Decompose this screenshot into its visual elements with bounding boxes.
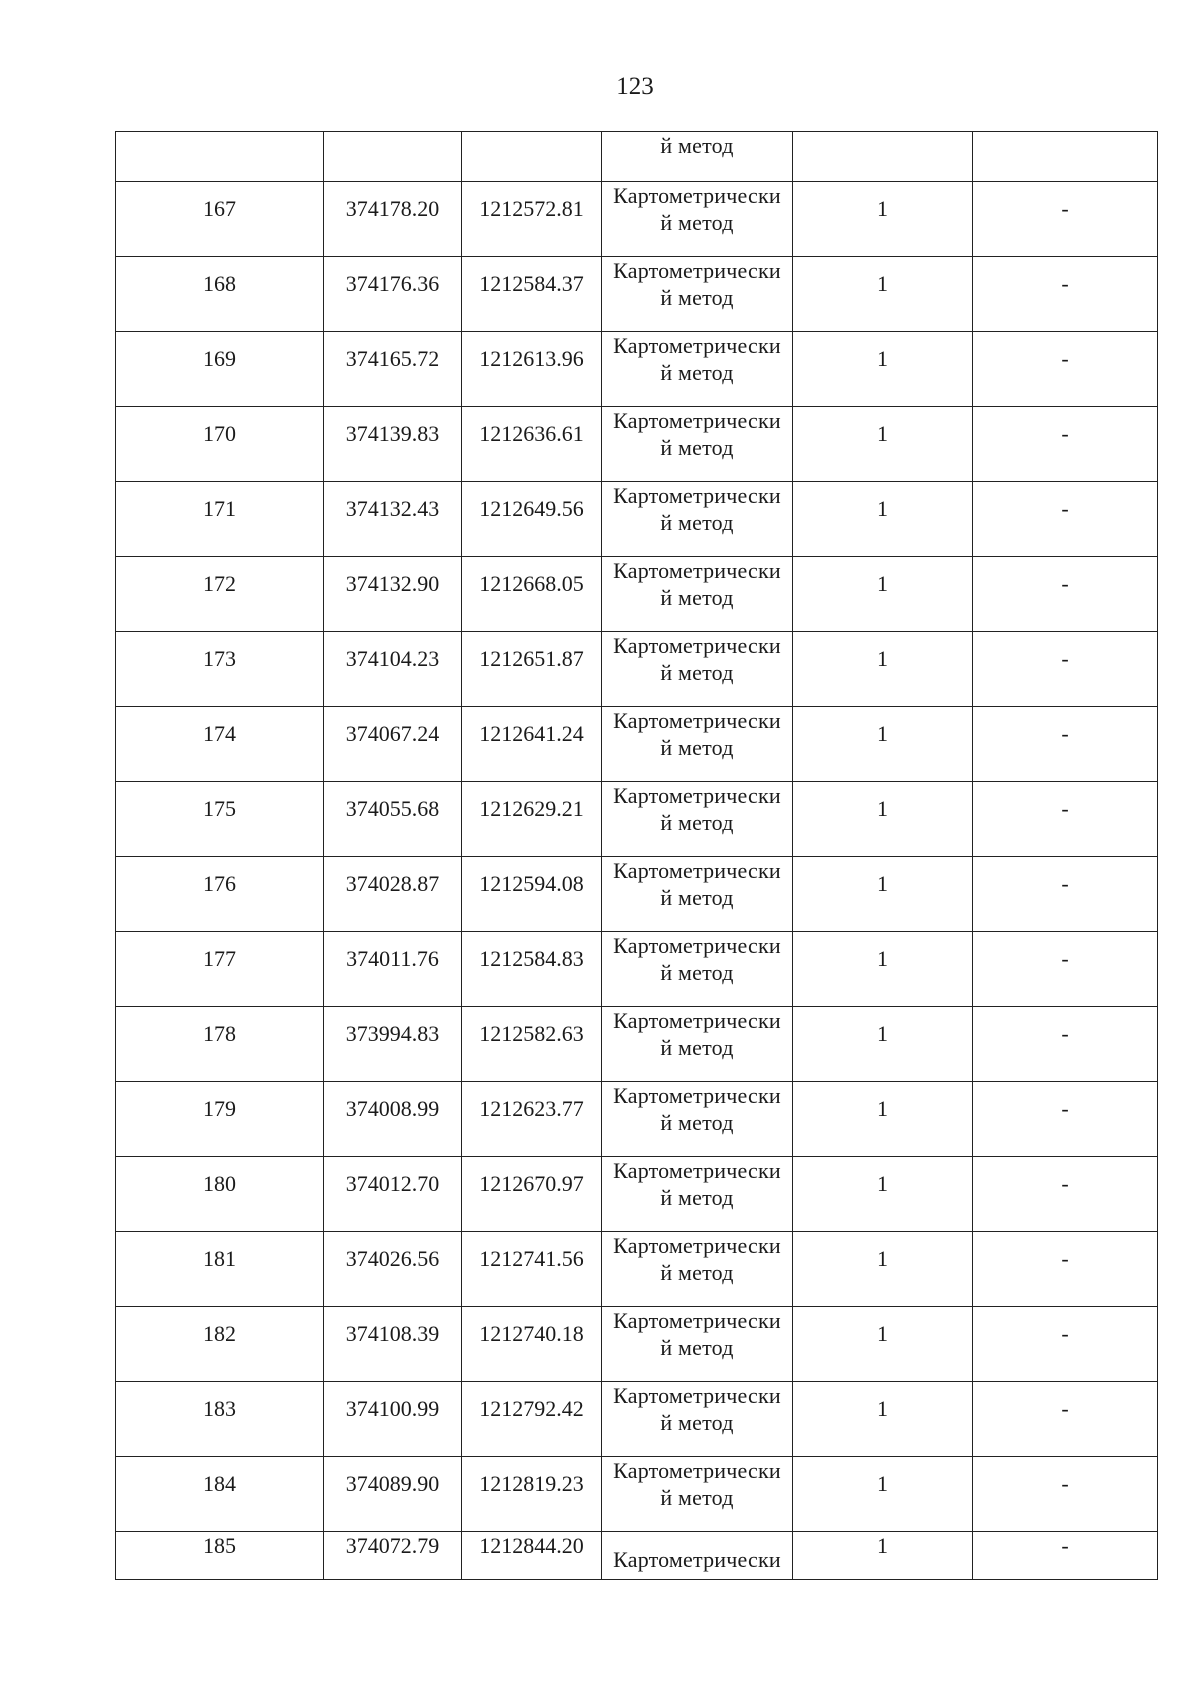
method-line-1: Картометрически [613, 183, 781, 208]
cell-x: 374072.79 [324, 1532, 462, 1580]
method-line-1: Картометрически [613, 1308, 781, 1333]
cell-point-number: 168 [116, 257, 324, 332]
cell-accuracy: 1 [793, 1382, 973, 1457]
cell-accuracy [793, 132, 973, 182]
cell-method [602, 257, 793, 332]
method-line-2: й метод [660, 1035, 734, 1060]
cell-accuracy: 1 [793, 782, 973, 857]
cell-point-number: 167 [116, 182, 324, 257]
cell-x: 374008.99 [324, 1082, 462, 1157]
cell-accuracy: 1 [793, 1157, 973, 1232]
cell-note: - [973, 557, 1158, 632]
cell-x: 374055.68 [324, 782, 462, 857]
cell-point-number: 182 [116, 1307, 324, 1382]
cell-accuracy: 1 [793, 707, 973, 782]
table-row [116, 1457, 1158, 1532]
table-row [116, 707, 1158, 782]
cell-x: 374028.87 [324, 857, 462, 932]
cell-note: - [973, 257, 1158, 332]
table-row [116, 1157, 1158, 1232]
cell-y: 1212670.97 [462, 1157, 602, 1232]
method-line-1: Картометрически [613, 1233, 781, 1258]
cell-note: - [973, 1232, 1158, 1307]
table-row-last [116, 1532, 1158, 1580]
cell-method [602, 932, 793, 1007]
cell-x: 374089.90 [324, 1457, 462, 1532]
method-line-1: Картометрически [613, 1383, 781, 1408]
cell-method: й метод [602, 132, 793, 182]
cell-method [602, 332, 793, 407]
cell-accuracy: 1 [793, 1532, 973, 1580]
method-line-2: й метод [660, 1260, 734, 1285]
cell-note: - [973, 632, 1158, 707]
method-line-1: Картометрически [613, 708, 781, 733]
cell-note [973, 132, 1158, 182]
cell-point-number: 183 [116, 1382, 324, 1457]
cell-point-number: 185 [116, 1532, 324, 1580]
method-line-1: Картометрически [613, 1008, 781, 1033]
cell-x: 374108.39 [324, 1307, 462, 1382]
cell-method [602, 857, 793, 932]
cell-method [602, 632, 793, 707]
cell-y: 1212623.77 [462, 1082, 602, 1157]
cell-accuracy: 1 [793, 182, 973, 257]
cell-method [602, 1007, 793, 1082]
cell-x: 374011.76 [324, 932, 462, 1007]
cell-accuracy: 1 [793, 482, 973, 557]
method-line-2: й метод [660, 1485, 734, 1510]
table-row [116, 332, 1158, 407]
cell-accuracy: 1 [793, 332, 973, 407]
method-line-2: й метод [660, 285, 734, 310]
cell-accuracy: 1 [793, 1007, 973, 1082]
cell-note: - [973, 707, 1158, 782]
method-line-2: й метод [660, 885, 734, 910]
cell-method [602, 1232, 793, 1307]
cell-y: 1212649.56 [462, 482, 602, 557]
method-line-1: Картометрически [613, 933, 781, 958]
cell-y: 1212668.05 [462, 557, 602, 632]
method-line-2: й метод [660, 735, 734, 760]
cell-x: 374176.36 [324, 257, 462, 332]
cell-accuracy: 1 [793, 1307, 973, 1382]
cell-x: 373994.83 [324, 1007, 462, 1082]
cell-method [602, 407, 793, 482]
cell-method [602, 1382, 793, 1457]
table-row [116, 857, 1158, 932]
cell-note: - [973, 1532, 1158, 1580]
cell-method [602, 1532, 793, 1580]
cell-y: 1212819.23 [462, 1457, 602, 1532]
method-line-2: й метод [660, 585, 734, 610]
table-row [116, 1382, 1158, 1457]
cell-y: 1212582.63 [462, 1007, 602, 1082]
cell-accuracy: 1 [793, 557, 973, 632]
method-line-2: й метод [660, 510, 734, 535]
cell-note: - [973, 332, 1158, 407]
cell-x: 374132.90 [324, 557, 462, 632]
cell-y: 1212636.61 [462, 407, 602, 482]
cell-y: 1212629.21 [462, 782, 602, 857]
method-line-2: й метод [660, 1110, 734, 1135]
cell-point-number [116, 132, 324, 182]
cell-note: - [973, 782, 1158, 857]
cell-point-number: 172 [116, 557, 324, 632]
method-line-1: Картометрически [613, 558, 781, 583]
cell-y: 1212741.56 [462, 1232, 602, 1307]
cell-point-number: 169 [116, 332, 324, 407]
table-body [116, 132, 1158, 1580]
cell-accuracy: 1 [793, 407, 973, 482]
method-line-1: Картометрически [613, 333, 781, 358]
cell-x: 374100.99 [324, 1382, 462, 1457]
cell-method [602, 557, 793, 632]
method-line-2: й метод [660, 1410, 734, 1435]
cell-accuracy: 1 [793, 1457, 973, 1532]
cell-point-number: 175 [116, 782, 324, 857]
method-line-1: Картометрически [613, 408, 781, 433]
cell-point-number: 181 [116, 1232, 324, 1307]
table-row [116, 407, 1158, 482]
cell-note: - [973, 932, 1158, 1007]
cell-note: - [973, 1382, 1158, 1457]
cell-point-number: 173 [116, 632, 324, 707]
cell-point-number: 178 [116, 1007, 324, 1082]
cell-accuracy: 1 [793, 857, 973, 932]
cell-method [602, 1157, 793, 1232]
cell-point-number: 179 [116, 1082, 324, 1157]
table-row [116, 257, 1158, 332]
cell-x: 374165.72 [324, 332, 462, 407]
cell-method [602, 707, 793, 782]
cell-point-number: 176 [116, 857, 324, 932]
method-line-2: й метод [660, 1335, 734, 1360]
cell-y: 1212613.96 [462, 332, 602, 407]
cell-accuracy: 1 [793, 1082, 973, 1157]
cell-method [602, 782, 793, 857]
method-line-1: Картометрически [613, 633, 781, 658]
method-line-1: Картометрически [613, 1547, 781, 1572]
cell-x: 374026.56 [324, 1232, 462, 1307]
cell-point-number: 180 [116, 1157, 324, 1232]
method-line-2: й метод [660, 1185, 734, 1210]
cell-method [602, 482, 793, 557]
page-number: 123 [616, 73, 654, 100]
cell-note: - [973, 1157, 1158, 1232]
table-row [116, 1232, 1158, 1307]
cell-y [462, 132, 602, 182]
cell-x: 374132.43 [324, 482, 462, 557]
method-line-1: Картометрически [613, 1458, 781, 1483]
cell-accuracy: 1 [793, 932, 973, 1007]
cell-x: 374178.20 [324, 182, 462, 257]
method-line-2: й метод [660, 360, 734, 385]
cell-y: 1212641.24 [462, 707, 602, 782]
cell-point-number: 177 [116, 932, 324, 1007]
cell-y: 1212584.37 [462, 257, 602, 332]
cell-y: 1212572.81 [462, 182, 602, 257]
method-line-1: Картометрически [613, 1158, 781, 1183]
cell-y: 1212740.18 [462, 1307, 602, 1382]
method-line-2: й метод [660, 660, 734, 685]
table-row [116, 1082, 1158, 1157]
method-line-1: Картометрически [613, 858, 781, 883]
table-row [116, 782, 1158, 857]
cell-x [324, 132, 462, 182]
cell-accuracy: 1 [793, 1232, 973, 1307]
table-row [116, 182, 1158, 257]
cell-method [602, 1082, 793, 1157]
cell-method [602, 182, 793, 257]
cell-y: 1212594.08 [462, 857, 602, 932]
cell-method [602, 1307, 793, 1382]
method-line-1: Картометрически [613, 483, 781, 508]
cell-x: 374067.24 [324, 707, 462, 782]
cell-x: 374104.23 [324, 632, 462, 707]
cell-y: 1212792.42 [462, 1382, 602, 1457]
table-row [116, 632, 1158, 707]
cell-x: 374012.70 [324, 1157, 462, 1232]
table-row-continuation [116, 132, 1158, 182]
method-line-1: Картометрически [613, 783, 781, 808]
cell-note: - [973, 857, 1158, 932]
cell-note: - [973, 1007, 1158, 1082]
table-row [116, 1007, 1158, 1082]
method-line-2: й метод [660, 810, 734, 835]
method-line-2: й метод [660, 960, 734, 985]
cell-note: - [973, 1082, 1158, 1157]
table-row [116, 557, 1158, 632]
table-row [116, 1307, 1158, 1382]
coordinates-table [115, 131, 1158, 1580]
cell-note: - [973, 482, 1158, 557]
cell-note: - [973, 1457, 1158, 1532]
table-row [116, 932, 1158, 1007]
table-row [116, 482, 1158, 557]
method-line-2: й метод [660, 435, 734, 460]
cell-point-number: 174 [116, 707, 324, 782]
method-line-2: й метод [660, 210, 734, 235]
cell-note: - [973, 182, 1158, 257]
cell-note: - [973, 407, 1158, 482]
cell-accuracy: 1 [793, 257, 973, 332]
cell-point-number: 171 [116, 482, 324, 557]
cell-y: 1212584.83 [462, 932, 602, 1007]
cell-method [602, 1457, 793, 1532]
cell-x: 374139.83 [324, 407, 462, 482]
cell-point-number: 170 [116, 407, 324, 482]
cell-note: - [973, 1307, 1158, 1382]
method-line-1: Картометрически [613, 1083, 781, 1108]
cell-accuracy: 1 [793, 632, 973, 707]
method-line-1: Картометрически [613, 258, 781, 283]
cell-point-number: 184 [116, 1457, 324, 1532]
cell-y: 1212651.87 [462, 632, 602, 707]
cell-y: 1212844.20 [462, 1532, 602, 1580]
